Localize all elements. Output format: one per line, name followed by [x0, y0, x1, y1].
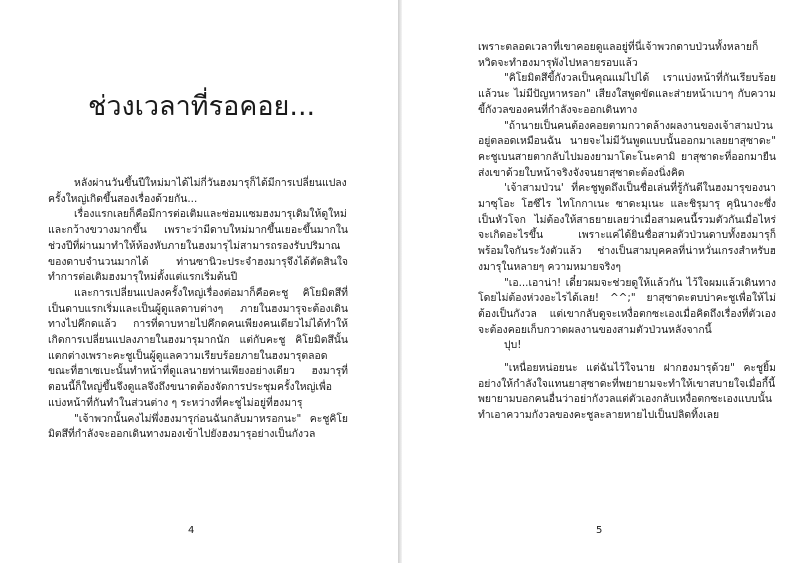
paragraph: เรื่องแรกเลยก็คือมีการต่อเติมและซ่อมแซมฮงมารุเดิมให้ดูใหม่และกว้างขวางมากขึ้น เพราะว่ามีดาบใหม่มากขึ้นเยอะขึ้นมากในช่วงปีที่ผ่านมาทำให้ห้องหับภายในฮงมารุไม่สามารถรองรับปริมาณของดาบจำนวนมากได้ ท่านซานิวะประจำฮงมารุจึงได้ตัดสินใจทำการต่อเติมฮงมารุใหม่ตั้งแต่แรกเริ่มต้นปี: [48, 208, 348, 284]
paragraph: "เจ้าพวกนั้นคงไม่พึ่งฮงมารุก่อนฉันกลับมาหรอกนะ" คะชูคิโยมิตสึที่กำลังจะออกเดินทางมองเข้าไปยังฮงมารุอย่างเป็นกังวล: [48, 412, 348, 441]
paragraph: "คิโยมิตสึขี้กังวลเป็นคุณแม่ไปได้ เราแบ่งหน้าที่กันเรียบร้อยแล้วนะ ไม่มีปัญหาหรอก" เสียงใสพูดขัดและส่ายหน้าเบาๆ กับความขี้กังวลของคนที่กำลังจะออกเดินทาง: [478, 72, 776, 116]
paragraph: และการเปลี่ยนแปลงครั้งใหญ่เรื่องต่อมาก็คือคะชู คิโยมิตสึที่เป็นดาบแรกเริ่มและเป็นผู้ดูแลดาบต่างๆ ภายในฮงมารุจะต้องเดินทางไปคึกดแล้ว การที่ดาบหายไปคึกดคนเพียงคนเดียวไม่ได้ทำให้เกิดการเปลี่ยนแปลงภายในฮงมารุมากนัก แต่กับคะชู คิโยมิตสึนั้นแตกต่างเพราะคะชูเป็นผู้ดูแลความเรียบร้อยภายในฮงมารุตลอดขณะที่ฮาเซเบะนั้นทำหน้าที่ดูแลนายท่านเพียงอย่างเดียว ฮงมารุที่ตอนนี้ก็ใหญ่ขึ้นจึงดูแลจึงถึงขนาดต้องจัดการประชุมครั้งใหญ่เพื่อแบ่งหน้าที่กันทำในส่วนต่าง ๆ ระหว่างที่คะชูไม่อยู่ที่ฮงมารุ: [48, 286, 348, 409]
paragraph: เพราะตลอดเวลาที่เขาคอยดูแลอยู่ที่นี่เจ้าพวกดาบป่วนทั้งหลายก็หวิดจะทำฮงมารุพังไปหลายรอบแล้ว: [478, 41, 759, 69]
chapter-title: ช่วงเวลาที่รอคอย...: [88, 91, 316, 122]
right-page-body: [478, 40, 776, 424]
left-page-body: [48, 176, 348, 443]
left-page: [0, 0, 398, 563]
paragraph: "เหนื่อยหน่อยนะ แต่ฉันไว้ใจนาย ฝากฮงมารุด้วย" คะชูยิ้มอย่างให้กำลังใจแทนยาสุซาดะที่พยายามจะทำให้เขาสบายใจเมื่อกี้นี้ พยายามบอกคนอื่นว่าอย่ากังวลแต่ตัวเองกลับเหงื่อตกซะเองแบบนั้นทำเอาความกังวลของคะชูละลายหายไปเป็นปลิดทิ้งเลย: [478, 362, 776, 422]
right-page: [402, 0, 800, 563]
sound-effect: ปุบ!: [504, 339, 522, 352]
page-number: 4: [188, 525, 195, 536]
paragraph: "ถ้านายเป็นคนต้องคอยตามกวาดล้างผลงานของเจ้าสามป่วนอยู่ตลอดเหมือนฉัน นายจะไม่มีวันพูดแบบนั้นออกมาเลยยาสุซาดะ" คะชูเบนสายตากลับไปมองยามาโตะโนะคามิ ยาสุซาดะที่ออกมายืนส่งเขาด้วยใบหน้าจริงจังจนยาสุซาดะต้องนิ่งคิด: [478, 119, 776, 179]
page-number: 5: [596, 525, 603, 536]
paragraph: "เอ...เอาน่า! เดี๋ยวผมจะช่วยดูให้แล้วกัน ไว้ใจผมแล้วเดินทางโดยไม่ต้องห่วงอะไรได้เลย! ^^;" ยาสุซาดะตบบ่าคะชูเพื่อให้ไม่ต้องเป็นกังวล แต่เขากลับดูจะเหงื่อตกซะเองเมื่อคิดถึงเรื่องที่ตัวเองจะต้องคอยเก็บกวาดผลงานของสามตัวป่วนหลังจากนี้: [478, 276, 776, 336]
paragraph: หลังผ่านวันขึ้นปีใหม่มาได้ไม่กี่วันฮงมารุก็ได้มีการเปลี่ยนแปลงครั้งใหญ่เกิดขึ้นสองเรื่องด้วยกัน...: [48, 177, 347, 205]
paragraph: 'เจ้าสามป่วน' ที่คะชูพูดถึงเป็นชื่อเล่นที่รู้กันดีในฮงมารุของนามาซุโอะ โฮซึไร ไทโกกาเนะ ซาดะมุเนะ และชิรุมารุ คุนินางะซึ่งเป็นหัวโจก ไม่ต้องให้สาธยายเลยว่าเมื่อสามคนนี้รวมตัวกันเมื่อไหร่จะเกิดอะไรขึ้น เพราะแค่ได้ยินชื่อสามตัวป่วนดาบทั้งฮงมารุก็พร้อมใจกันระวังตัวแล้ว ช่างเป็นสามบุคคลที่น่าหวั่นเกรงสำหรับฮงมารุในหลายๆ ความหมายจริงๆ: [478, 182, 776, 273]
